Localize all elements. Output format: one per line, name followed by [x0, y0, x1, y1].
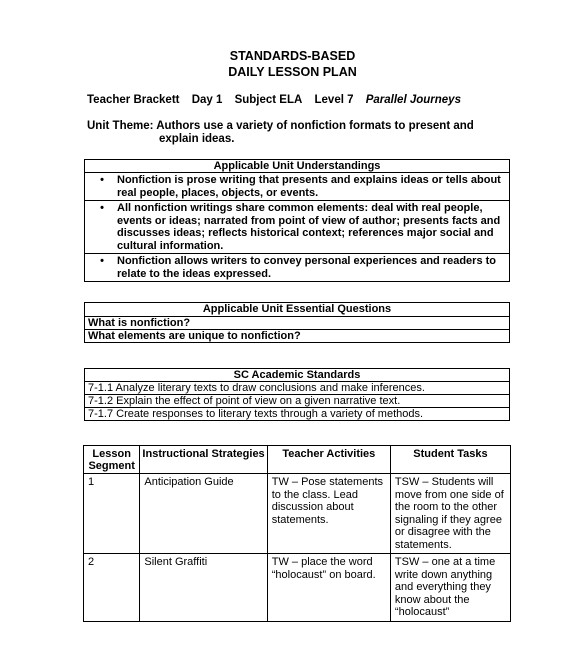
lesson-segments-table [83, 445, 511, 622]
bullet-icon: • [100, 202, 104, 214]
teacher-activity-prefix: TW [271, 556, 289, 568]
teacher-activity-text: – Pose statements to the class. Lead discussion about statements. [271, 476, 384, 526]
header-teacher-activities: Teacher Activities [267, 446, 390, 474]
document-title-line2: DAILY LESSON PLAN [228, 65, 357, 79]
understanding-item [85, 173, 510, 201]
student-task-text: – Students will move from one side of the room to the other signaling if they agree or disagree with the statements. [394, 476, 504, 551]
student-task-text: – one at a time write down anything and everything they know about the “holocaust” [394, 556, 496, 618]
student-task-prefix: TSW [394, 556, 420, 568]
student-task-prefix: TSW [394, 476, 420, 488]
table-row [84, 554, 511, 622]
unit-theme [87, 120, 497, 146]
standard-item: 7-1.2 Explain the effect of point of view on a given narrative text. [85, 395, 510, 408]
subject-label: Subject ELA [234, 94, 303, 106]
understanding-text: Nonfiction allows writers to convey personal experiences and readers to relate to the ideas expressed. [117, 255, 497, 280]
teacher-activity-cell [267, 554, 390, 622]
understanding-text: All nonfiction writings share common elements: deal with real people, events or ideas; narrated from point of view of author; presents facts and discusses ideas; reflects historical context; references major social and cultural information. [117, 202, 501, 252]
understandings-heading: Applicable Unit Understandings [85, 160, 510, 173]
essential-questions-heading: Applicable Unit Essential Questions [85, 303, 510, 317]
understandings-table [84, 159, 510, 282]
standards-table [84, 368, 510, 421]
understanding-item [85, 254, 510, 282]
bullet-icon: • [100, 174, 104, 186]
essential-question: What elements are unique to nonfiction? [85, 330, 510, 343]
standard-item: 7-1.1 Analyze literary texts to draw conclusions and make inferences. [85, 382, 510, 395]
understanding-text: Nonfiction is prose writing that presents and explains ideas or tells about real people, places, objects, or events. [117, 174, 501, 199]
book-title: Parallel Journeys [365, 94, 461, 106]
teacher-activity-prefix: TW [271, 476, 289, 488]
table-row [84, 474, 511, 554]
bullet-icon: • [100, 255, 104, 267]
header-lesson-segment: Lesson Segment [84, 446, 140, 474]
day-label: Day 1 [191, 94, 223, 106]
header-instructional-strategies: Instructional Strategies [140, 446, 267, 474]
unit-theme-line2: explain ideas. [159, 133, 235, 145]
strategy-cell: Silent Graffiti [140, 554, 267, 622]
understanding-item [85, 201, 510, 254]
segment-number: 2 [84, 554, 140, 622]
level-label: Level 7 [314, 94, 354, 106]
strategy-cell: Anticipation Guide [140, 474, 267, 554]
student-task-cell [390, 474, 510, 554]
teacher-activity-cell [267, 474, 390, 554]
standard-item: 7-1.7 Create responses to literary texts through a variety of methods. [85, 408, 510, 421]
essential-question: What is nonfiction? [85, 317, 510, 330]
teacher-activity-text: – place the word “holocaust” on board. [271, 556, 376, 581]
unit-theme-line1: Unit Theme: Authors use a variety of nonfiction formats to present and [87, 120, 474, 132]
lesson-meta-line [87, 94, 461, 106]
student-task-cell [390, 554, 510, 622]
lesson-table-header [84, 446, 511, 474]
header-student-tasks: Student Tasks [390, 446, 510, 474]
essential-questions-table [84, 302, 510, 343]
segment-number: 1 [84, 474, 140, 554]
teacher-name: Teacher Brackett [87, 94, 180, 106]
standards-heading: SC Academic Standards [85, 369, 510, 382]
document-title-line1: STANDARDS-BASED [229, 49, 356, 63]
